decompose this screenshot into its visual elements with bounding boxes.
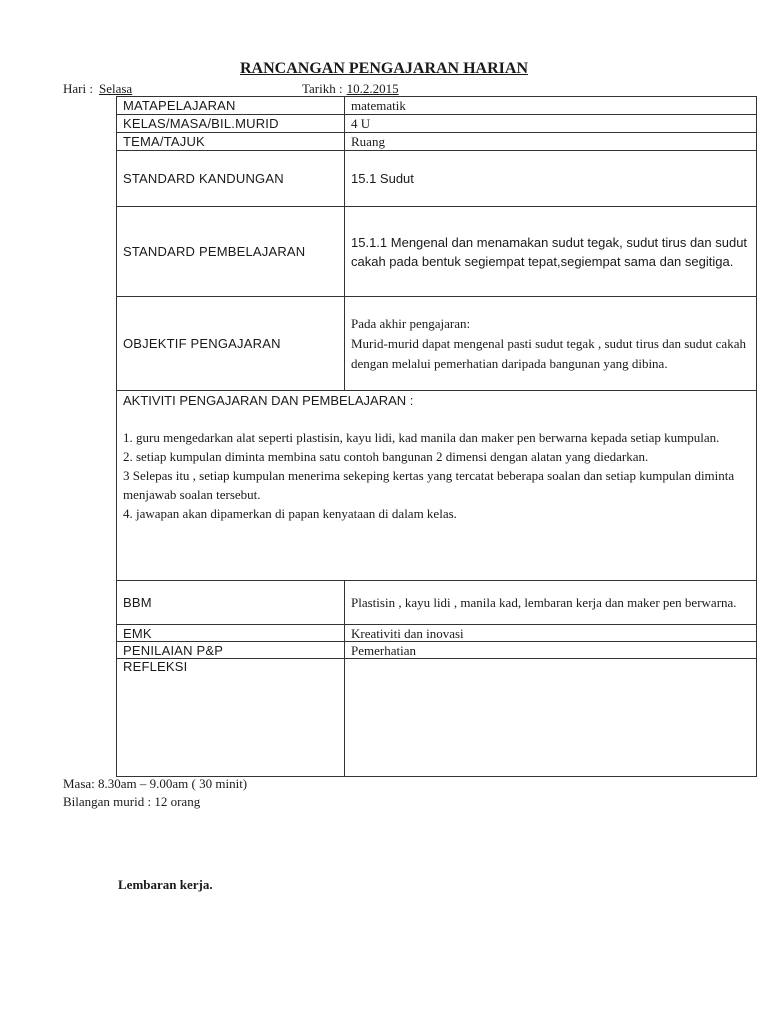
lesson-plan-table (116, 96, 757, 777)
kelas-label: KELAS/MASA/BIL.MURID (117, 115, 345, 133)
matapelajaran-value: matematik (345, 97, 757, 115)
objektif-line-1: Pada akhir pengajaran: (351, 315, 471, 331)
page-title: RANCANGAN PENGAJARAN HARIAN (240, 60, 528, 77)
aktiviti-heading: AKTIVITI PENGAJARAN DAN PEMBELAJARAN : (123, 393, 414, 408)
kelas-value: 4 U (345, 115, 757, 133)
row-bbm (117, 581, 757, 625)
emk-label: EMK (117, 625, 345, 642)
refleksi-label: REFLEKSI (117, 659, 345, 777)
aktiviti-item: 1. guru mengedarkan alat seperti plastisin, kayu lidi, kad manila dan maker pen berwarna kepada setiap kumpulan. (123, 430, 720, 445)
bilangan-murid-text: Bilangan murid : 12 orang (63, 794, 201, 809)
row-penilaian (117, 642, 757, 659)
tarikh-label: Tarikh : (302, 81, 343, 96)
standard-kandungan-label: STANDARD KANDUNGAN (117, 151, 345, 207)
tema-value: Ruang (345, 133, 757, 151)
row-aktiviti (117, 391, 757, 581)
row-kelas (117, 115, 757, 133)
standard-kandungan-value: 15.1 Sudut (345, 151, 757, 207)
emk-value: Kreativiti dan inovasi (345, 625, 757, 642)
standard-pembelajaran-value: 15.1.1 Mengenal dan menamakan sudut tegak, sudut tirus dan sudut cakah pada bentuk segiempat tepat,segiempat sama dan segitiga. (345, 207, 757, 297)
row-matapelajaran (117, 97, 757, 115)
penilaian-value: Pemerhatian (345, 642, 757, 659)
row-emk (117, 625, 757, 642)
hari-field (63, 81, 132, 97)
tema-label: TEMA/TAJUK (117, 133, 345, 151)
row-objektif (117, 297, 757, 391)
refleksi-value (345, 659, 757, 777)
hari-label: Hari : (63, 81, 93, 96)
lembaran-kerja-heading: Lembaran kerja. (118, 877, 213, 892)
tarikh-field (302, 81, 399, 97)
row-standard-pembelajaran (117, 207, 757, 297)
penilaian-label: PENILAIAN P&P (117, 642, 345, 659)
bbm-value: Plastisin , kayu lidi , manila kad, lembaran kerja dan maker pen berwarna. (345, 581, 757, 625)
tarikh-value: 10.2.2015 (346, 81, 399, 96)
row-standard-kandungan (117, 151, 757, 207)
aktiviti-cell (117, 391, 757, 581)
aktiviti-item: 4. jawapan akan dipamerkan di papan kenyataan di dalam kelas. (123, 506, 457, 521)
row-refleksi (117, 659, 757, 777)
matapelajaran-label: MATAPELAJARAN (117, 97, 345, 115)
masa-text: Masa: 8.30am – 9.00am ( 30 minit) (63, 776, 248, 791)
objektif-label: OBJEKTIF PENGAJARAN (117, 297, 345, 391)
aktiviti-item: 2. setiap kumpulan diminta membina satu contoh bangunan 2 dimensi dengan alatan yang diedarkan. (123, 449, 649, 464)
standard-pembelajaran-label: STANDARD PEMBELAJARAN (117, 207, 345, 297)
aktiviti-list (123, 428, 750, 523)
objektif-line-2: Murid-murid dapat mengenal pasti sudut tegak , sudut tirus dan sudut cakah dengan melalui pemerhatian daripada bangunan yang dibina. (351, 335, 746, 371)
hari-value: Selasa (98, 81, 133, 96)
bbm-label: BBM (117, 581, 345, 625)
objektif-value (345, 297, 757, 391)
row-tema (117, 133, 757, 151)
aktiviti-item: 3 Selepas itu , setiap kumpulan menerima sekeping kertas yang tercatat beberapa soalan dan setiap kumpulan diminta menjawab soalan tersebut. (123, 468, 735, 502)
